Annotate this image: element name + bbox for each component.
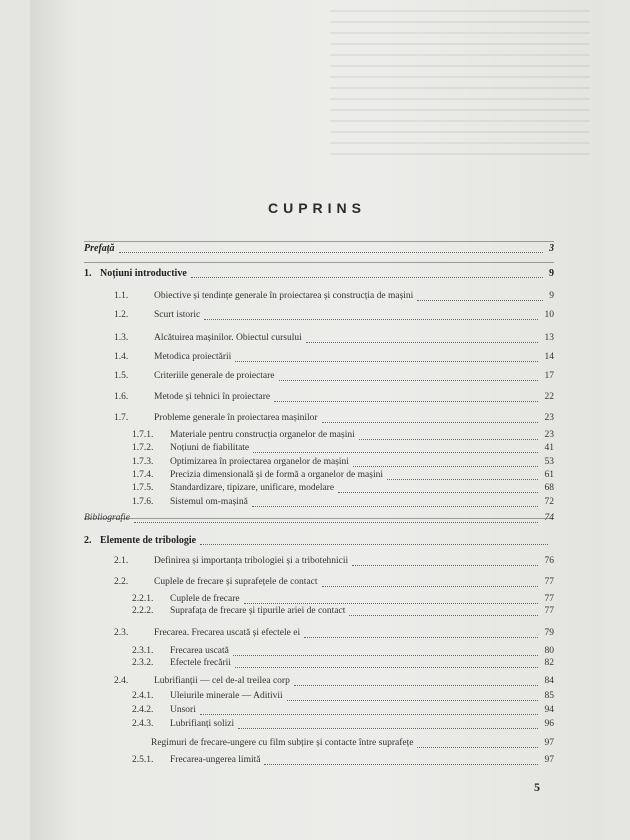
- toc-entry-page: 3: [549, 243, 554, 254]
- toc-entry-label: Lubrifianți solizi: [170, 719, 235, 729]
- toc-entry-number: 2.4.: [114, 676, 129, 686]
- page-number: 5: [534, 780, 540, 794]
- toc-entry-label: Frecarea. Frecarea uscată și efectele ei: [154, 628, 301, 638]
- toc-entry-page: 61: [544, 470, 554, 480]
- toc-entry-page: 68: [544, 483, 554, 493]
- toc-entry-page: 80: [544, 646, 554, 656]
- toc-entry-page: 96: [544, 719, 554, 729]
- dot-leader: [304, 637, 538, 638]
- toc-entry: [132, 470, 554, 484]
- toc-entry-label: Lubrifianții — cel de-al treilea corp: [154, 676, 290, 686]
- dot-leader: [235, 361, 538, 362]
- toc-entry-number: 1.5.: [114, 371, 129, 381]
- toc-entry: [132, 755, 554, 769]
- toc-entry-label: Materiale pentru construcția organelor de mașini: [170, 430, 355, 440]
- toc-entry-number: 1.1.: [114, 291, 129, 301]
- toc-entry-label: Unsori: [170, 705, 196, 715]
- toc-entry: [132, 443, 554, 457]
- dot-leader: [306, 342, 538, 343]
- toc-entry: [132, 705, 554, 719]
- toc-entry-label: Metode și tehnici în proiectare: [154, 392, 271, 402]
- toc-entry-number: 1.: [84, 268, 92, 279]
- toc-entry-label: Standardizare, tipizare, unificare, modelare: [170, 483, 335, 493]
- dot-leader: [387, 479, 538, 480]
- toc-entry-page: 84: [544, 676, 554, 686]
- toc-entry: [84, 513, 554, 527]
- dot-leader: [353, 466, 538, 467]
- toc-entry-number: 1.7.: [114, 413, 129, 423]
- toc-entry: [114, 371, 554, 385]
- toc-entry-page: 94: [544, 705, 554, 715]
- dot-leader: [233, 655, 538, 656]
- toc-entry-number: 1.4.: [114, 352, 129, 362]
- toc-entry-label: Regimuri de frecare-ungere cu film subțire și contacte între suprafețe: [151, 738, 414, 748]
- toc-entry-number: 1.7.4.: [132, 470, 154, 480]
- dot-leader: [322, 422, 538, 423]
- toc-entry-label: Sistemul om-mașină: [170, 497, 248, 507]
- toc-entry-label: Probleme generale în proiectarea mașinilor: [154, 413, 318, 423]
- toc-entry: [132, 658, 554, 672]
- toc-entry-label: Prefață: [84, 243, 115, 254]
- dot-leader: [274, 401, 538, 402]
- rule: [84, 262, 554, 263]
- toc-entry: [84, 738, 554, 752]
- toc-entry: [114, 333, 554, 347]
- toc-entry: [132, 497, 554, 511]
- dot-leader: [322, 586, 538, 587]
- toc-entry-label: Optimizarea în proiectarea organelor de mașini: [170, 457, 349, 467]
- dot-leader: [252, 506, 538, 507]
- toc-entry-number: 2.2.: [114, 577, 129, 587]
- toc-entry-number: 1.6.: [114, 392, 129, 402]
- dot-leader: [417, 300, 543, 301]
- toc-entry-label: Suprafața de frecare și tipurile ariei de contact: [170, 606, 346, 616]
- dot-leader: [119, 252, 543, 253]
- dot-leader: [279, 380, 538, 381]
- toc-entry: [132, 606, 554, 620]
- dot-leader: [264, 764, 538, 765]
- book-page: [30, 0, 604, 840]
- toc-entry: [132, 719, 554, 733]
- toc-entry: [114, 392, 554, 406]
- toc-entry-page: 97: [544, 738, 554, 748]
- toc-entry-number: 2.4.1.: [132, 691, 154, 701]
- toc-entry: [132, 483, 554, 497]
- toc-entry-page: 13: [544, 333, 554, 343]
- toc-entry-number: 2.3.: [114, 628, 129, 638]
- toc-entry-page: 14: [544, 352, 554, 362]
- toc-entry: [132, 691, 554, 705]
- toc-entry-number: 2.4.3.: [132, 719, 154, 729]
- toc-entry-label: Definirea și importanța tribologiei și a tribotehnicii: [154, 556, 349, 566]
- toc-entry-page: 82: [544, 658, 554, 668]
- toc-entry-label: Cuplele de frecare și suprafețele de contact: [154, 577, 318, 587]
- toc-entry-number: 1.7.1.: [132, 430, 154, 440]
- toc-entry: [114, 310, 554, 324]
- toc-entry-page: 77: [544, 594, 554, 604]
- dot-leader: [338, 492, 538, 493]
- toc-entry-page: 97: [544, 755, 554, 765]
- toc-entry-label: Efectele frecării: [170, 658, 231, 668]
- toc-entry-page: 53: [544, 457, 554, 467]
- toc-entry: [114, 413, 554, 427]
- toc-entry-page: 23: [544, 413, 554, 423]
- dot-leader: [352, 565, 538, 566]
- rule: [84, 241, 554, 242]
- page-title: CUPRINS: [267, 200, 366, 216]
- toc-entry-page: 10: [544, 310, 554, 320]
- dot-leader: [235, 667, 538, 668]
- dot-leader: [134, 522, 538, 523]
- toc-entry-number: 2.1.: [114, 556, 129, 566]
- bleed-through-text: [330, 10, 590, 160]
- toc-entry-label: Cuplele de frecare: [170, 594, 240, 604]
- dot-leader: [359, 439, 538, 440]
- toc-entry-label: Elemente de tribologie: [100, 535, 197, 546]
- toc-entry-page: 17: [544, 371, 554, 381]
- toc-entry-label: Frecarea uscată: [170, 646, 229, 656]
- toc-entry-number: 1.2.: [114, 310, 129, 320]
- toc-entry-number: 2.: [84, 535, 92, 546]
- toc-entry-number: 2.3.2.: [132, 658, 154, 668]
- toc-entry-page: 72: [544, 497, 554, 507]
- toc-entry-number: 1.7.6.: [132, 497, 154, 507]
- toc-entry-number: 2.5.1.: [132, 755, 154, 765]
- toc-entry-label: Frecarea-ungerea limită: [170, 755, 261, 765]
- toc-entry: [114, 628, 554, 642]
- toc-entry-label: Noțiuni de fiabilitate: [170, 443, 250, 453]
- dot-leader: [200, 544, 548, 545]
- toc-entry-number: 2.2.1.: [132, 594, 154, 604]
- toc-entry-label: Uleiurile minerale — Aditivii: [170, 691, 283, 701]
- toc-entry-page: 23: [544, 430, 554, 440]
- toc-entry-label: Criteriile generale de proiectare: [154, 371, 275, 381]
- dot-leader: [253, 452, 538, 453]
- toc-entry-page: 76: [544, 556, 554, 566]
- dot-leader: [204, 319, 538, 320]
- toc-entry-number: 1.7.5.: [132, 483, 154, 493]
- toc-entry-number: 1.7.3.: [132, 457, 154, 467]
- toc-entry: [114, 577, 554, 591]
- dot-leader: [200, 714, 538, 715]
- toc-entry: [114, 352, 554, 366]
- toc-entry: [114, 676, 554, 690]
- toc-entry: [114, 291, 554, 305]
- toc-entry-label: Bibliografie: [84, 513, 130, 523]
- toc-entry-page: 9: [549, 268, 554, 279]
- toc-entry-page: 9: [549, 291, 554, 301]
- toc-entry: [114, 556, 554, 570]
- toc-entry-page: 41: [544, 443, 554, 453]
- toc-entry: [84, 535, 554, 549]
- toc-entry-label: Metodica proiectării: [154, 352, 232, 362]
- dot-leader: [417, 747, 538, 748]
- dot-leader: [191, 277, 543, 278]
- toc-entry: [132, 430, 554, 444]
- toc-entry-page: 79: [544, 628, 554, 638]
- toc-entry-number: 2.3.1.: [132, 646, 154, 656]
- dot-leader: [238, 728, 538, 729]
- toc-entry: [84, 268, 554, 282]
- dot-leader: [349, 615, 538, 616]
- toc-entry-label: Alcătuirea mașinilor. Obiectul cursului: [154, 333, 302, 343]
- toc-entry-page: 85: [544, 691, 554, 701]
- toc-entry-number: 1.7.2.: [132, 443, 154, 453]
- toc-entry-label: Noțiuni introductive: [100, 268, 187, 279]
- toc-entry-label: Precizia dimensională și de formă a organelor de mașini: [170, 470, 383, 480]
- toc-entry-label: Obiective și tendințe generale în proiectarea și construcția de mașini: [154, 291, 414, 301]
- toc-entry-page: 22: [544, 392, 554, 402]
- dot-leader: [287, 700, 538, 701]
- toc-entry: [84, 243, 554, 257]
- dot-leader: [294, 685, 538, 686]
- toc-entry-page: 77: [544, 606, 554, 616]
- toc-entry-number: 1.3.: [114, 333, 129, 343]
- toc-entry: [132, 457, 554, 471]
- toc-entry-page: 77: [544, 577, 554, 587]
- toc-entry-number: 2.4.2.: [132, 705, 154, 715]
- toc-entry-page: 74: [544, 513, 554, 523]
- dot-leader: [244, 603, 538, 604]
- toc-entry-label: Scurt istoric: [154, 310, 201, 320]
- toc-entry-number: 2.2.2.: [132, 606, 154, 616]
